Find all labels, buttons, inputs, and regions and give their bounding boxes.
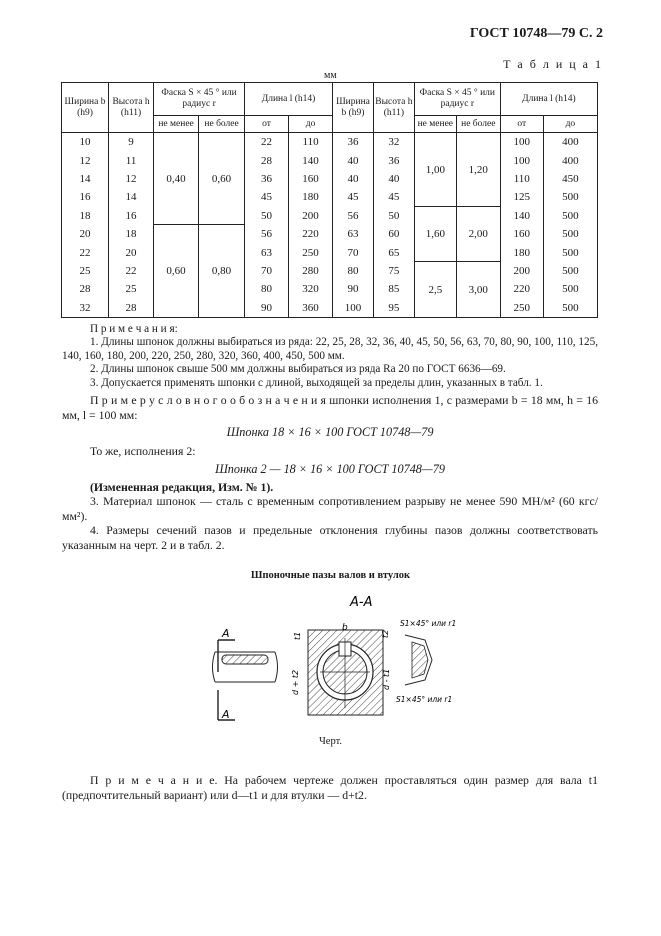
cell-height: 75 (373, 262, 414, 280)
cell-height: 18 (109, 225, 154, 243)
cell-length-from: 45 (245, 188, 289, 206)
cell-length-to: 320 (289, 280, 333, 298)
table-row (62, 299, 598, 318)
cell-width: 22 (62, 243, 109, 261)
dim-b: b (342, 623, 348, 633)
header-height: Высота h (h11) (373, 83, 414, 133)
paragraph-4: 4. Размеры сечений пазов и предельные отклонения глубины пазов должны соответствовать указанным на черт. 2 и в табл. 2. (62, 523, 598, 552)
cell-width: 40 (333, 170, 374, 188)
cell-height: 28 (109, 299, 154, 318)
header-chamfer: Фаска S × 45 ° или радиус r (154, 83, 245, 116)
header-length: Длина l (h14) (245, 83, 333, 116)
cell-width: 56 (333, 207, 374, 225)
table-row (62, 188, 598, 206)
keyway-drawing (200, 590, 457, 730)
table-row (62, 151, 598, 169)
cell-length-to: 500 (543, 207, 597, 225)
cell-width: 14 (62, 170, 109, 188)
cell-chamfer-max: 0,80 (199, 225, 245, 317)
cell-height: 16 (109, 207, 154, 225)
drawing-caption: Черт. (318, 736, 343, 747)
section-label: А-А (350, 595, 373, 610)
final-note-text: На рабочем чертеже должен проставляться один размер для вала t1 (предпочтительный вариант) или d—t1 и для втулки — d+t2. (62, 773, 598, 802)
cell-height: 50 (373, 207, 414, 225)
cell-length-to: 180 (289, 188, 333, 206)
cell-height: 60 (373, 225, 414, 243)
cell-height: 36 (373, 151, 414, 169)
table-row (62, 170, 598, 188)
cell-height: 40 (373, 170, 414, 188)
cell-height: 22 (109, 262, 154, 280)
cell-length-from: 90 (245, 299, 289, 318)
document-header: ГОСТ 10748—79 С. 2 (469, 26, 603, 41)
cell-chamfer-min: 1,60 (414, 207, 456, 262)
cell-height: 9 (109, 133, 154, 152)
cell-length-from: 100 (500, 151, 543, 169)
cell-length-to: 160 (289, 170, 333, 188)
cell-length-from: 180 (500, 243, 543, 261)
paragraph-3: 3. Материал шпонок — сталь с временным сопротивлением разрыву не менее 590 МН/м² (60 кгс/мм²). (62, 494, 598, 523)
cell-height: 11 (109, 151, 154, 169)
header-min: не менее (154, 116, 199, 133)
cell-length-to: 450 (543, 170, 597, 188)
dim-d-plus-t2: d + t2 (291, 669, 300, 695)
cell-width: 90 (333, 280, 374, 298)
cell-length-to: 200 (289, 207, 333, 225)
cell-height: 65 (373, 243, 414, 261)
cell-height: 85 (373, 280, 414, 298)
header-width: Ширина b (h9) (62, 83, 109, 133)
dim-t2: t2 (381, 629, 390, 638)
example-lead: П р и м е р у с л о в н о г о о б о з н а ч е н и я (90, 393, 326, 407)
cell-height: 25 (109, 280, 154, 298)
cell-length-from: 56 (245, 225, 289, 243)
cell-height: 12 (109, 170, 154, 188)
cell-width: 63 (333, 225, 374, 243)
cell-length-from: 125 (500, 188, 543, 206)
cell-width: 28 (62, 280, 109, 298)
cell-width: 80 (333, 262, 374, 280)
section-title: Шпоночные пазы валов и втулок (250, 570, 411, 581)
cell-chamfer-max: 0,60 (199, 133, 245, 225)
chamfer-label-top: S1×45° или r1 (400, 619, 457, 628)
header-max: не более (456, 116, 500, 133)
cell-length-to: 500 (543, 225, 597, 243)
shaft-cross-section (308, 630, 383, 715)
cell-length-to: 250 (289, 243, 333, 261)
cell-chamfer-max: 2,00 (456, 207, 500, 262)
table-row (62, 207, 598, 225)
cell-length-to: 500 (543, 299, 597, 318)
cell-width: 20 (62, 225, 109, 243)
cell-width: 70 (333, 243, 374, 261)
header-max: не более (199, 116, 245, 133)
example-text: шпонки исполнения 1, с размерами b = 18 мм, h = 16 мм, l = 100 мм: (62, 393, 599, 422)
cell-length-to: 220 (289, 225, 333, 243)
cell-chamfer-min: 1,00 (414, 133, 456, 207)
table-row (62, 243, 598, 261)
cell-chamfer-max: 1,20 (456, 133, 500, 207)
cell-length-from: 70 (245, 262, 289, 280)
header-chamfer: Фаска S × 45 ° или радиус r (414, 83, 500, 116)
cell-length-from: 22 (245, 133, 289, 152)
final-note-lead: П р и м е ч а н и е. (90, 773, 218, 787)
example-paragraph (62, 393, 598, 423)
table-unit: мм (324, 70, 337, 81)
shaft-side-view (213, 627, 278, 721)
revision-note: (Измененная редакция, Изм. № 1). (90, 480, 274, 494)
cell-length-from: 36 (245, 170, 289, 188)
header-min: не менее (414, 116, 456, 133)
cell-width: 25 (62, 262, 109, 280)
cell-length-from: 140 (500, 207, 543, 225)
cell-length-to: 400 (543, 133, 597, 152)
cell-chamfer-max: 3,00 (456, 262, 500, 318)
cell-width: 100 (333, 299, 374, 318)
cell-length-to: 140 (289, 151, 333, 169)
chamfer-detail (405, 635, 432, 685)
cell-chamfer-min: 0,60 (154, 225, 199, 317)
header-length: Длина l (h14) (500, 83, 597, 116)
table-row (62, 133, 598, 152)
dim-t1: t1 (293, 631, 302, 640)
cell-height: 14 (109, 188, 154, 206)
cell-length-from: 50 (245, 207, 289, 225)
cell-length-to: 360 (289, 299, 333, 318)
cell-width: 12 (62, 151, 109, 169)
cell-width: 36 (333, 133, 374, 152)
cell-width: 18 (62, 207, 109, 225)
header-width: Ширина b (h9) (333, 83, 374, 133)
cell-length-from: 80 (245, 280, 289, 298)
cell-width: 45 (333, 188, 374, 206)
header-to: до (543, 116, 597, 133)
cell-length-from: 63 (245, 243, 289, 261)
note-1: 1. Длины шпонок должны выбираться из ряда: 22, 25, 28, 32, 36, 40, 45, 50, 56, 63, 70, 80, 90, 100, 110, 125, 140, 160, 180, 200, 220, 250, 280, 320, 360, 400, 450, 500 мм. (62, 336, 598, 362)
cell-width: 10 (62, 133, 109, 152)
cell-length-from: 160 (500, 225, 543, 243)
cell-length-from: 100 (500, 133, 543, 152)
header-from: от (500, 116, 543, 133)
table-row (62, 280, 598, 298)
designation-2: Шпонка 2 — 18 × 16 × 100 ГОСТ 10748—79 (215, 462, 445, 476)
key-dimensions-table (61, 82, 598, 318)
cell-length-to: 280 (289, 262, 333, 280)
same-label: То же, исполнения 2: (90, 444, 196, 458)
table-row (62, 262, 598, 280)
cell-length-from: 250 (500, 299, 543, 318)
header-height: Высота h (h11) (109, 83, 154, 133)
cut-label-bottom: А (222, 708, 230, 721)
chamfer-label-bottom: S1×45° или r1 (396, 695, 453, 704)
cell-length-to: 500 (543, 280, 597, 298)
header-from: от (245, 116, 289, 133)
cell-length-from: 220 (500, 280, 543, 298)
final-note (62, 773, 598, 802)
cell-length-to: 110 (289, 133, 333, 152)
designation-1: Шпонка 18 × 16 × 100 ГОСТ 10748—79 (226, 425, 434, 439)
cell-width: 16 (62, 188, 109, 206)
cell-height: 45 (373, 188, 414, 206)
cell-height: 32 (373, 133, 414, 152)
cell-chamfer-min: 2,5 (414, 262, 456, 318)
cell-length-from: 110 (500, 170, 543, 188)
header-to: до (289, 116, 333, 133)
cut-label-top: А (222, 627, 230, 640)
cell-length-to: 500 (543, 243, 597, 261)
dim-d-minus-t1: d - t1 (382, 668, 391, 690)
cell-length-from: 28 (245, 151, 289, 169)
cell-length-to: 500 (543, 262, 597, 280)
note-3: 3. Допускается применять шпонки с длиной, выходящей за пределы длин, указанных в табл. 1. (90, 377, 543, 389)
cell-width: 32 (62, 299, 109, 318)
cell-length-from: 200 (500, 262, 543, 280)
cell-chamfer-min: 0,40 (154, 133, 199, 225)
cell-width: 40 (333, 151, 374, 169)
cell-height: 95 (373, 299, 414, 318)
cell-length-to: 400 (543, 151, 597, 169)
cell-length-to: 500 (543, 188, 597, 206)
table-row (62, 225, 598, 243)
notes-title: П р и м е ч а н и я: (90, 323, 178, 335)
note-2: 2. Длины шпонок свыше 500 мм должны выбираться из ряда Ra 20 по ГОСТ 6636—69. (90, 363, 506, 375)
cell-height: 20 (109, 243, 154, 261)
table-label: Т а б л и ц а 1 (503, 57, 603, 71)
